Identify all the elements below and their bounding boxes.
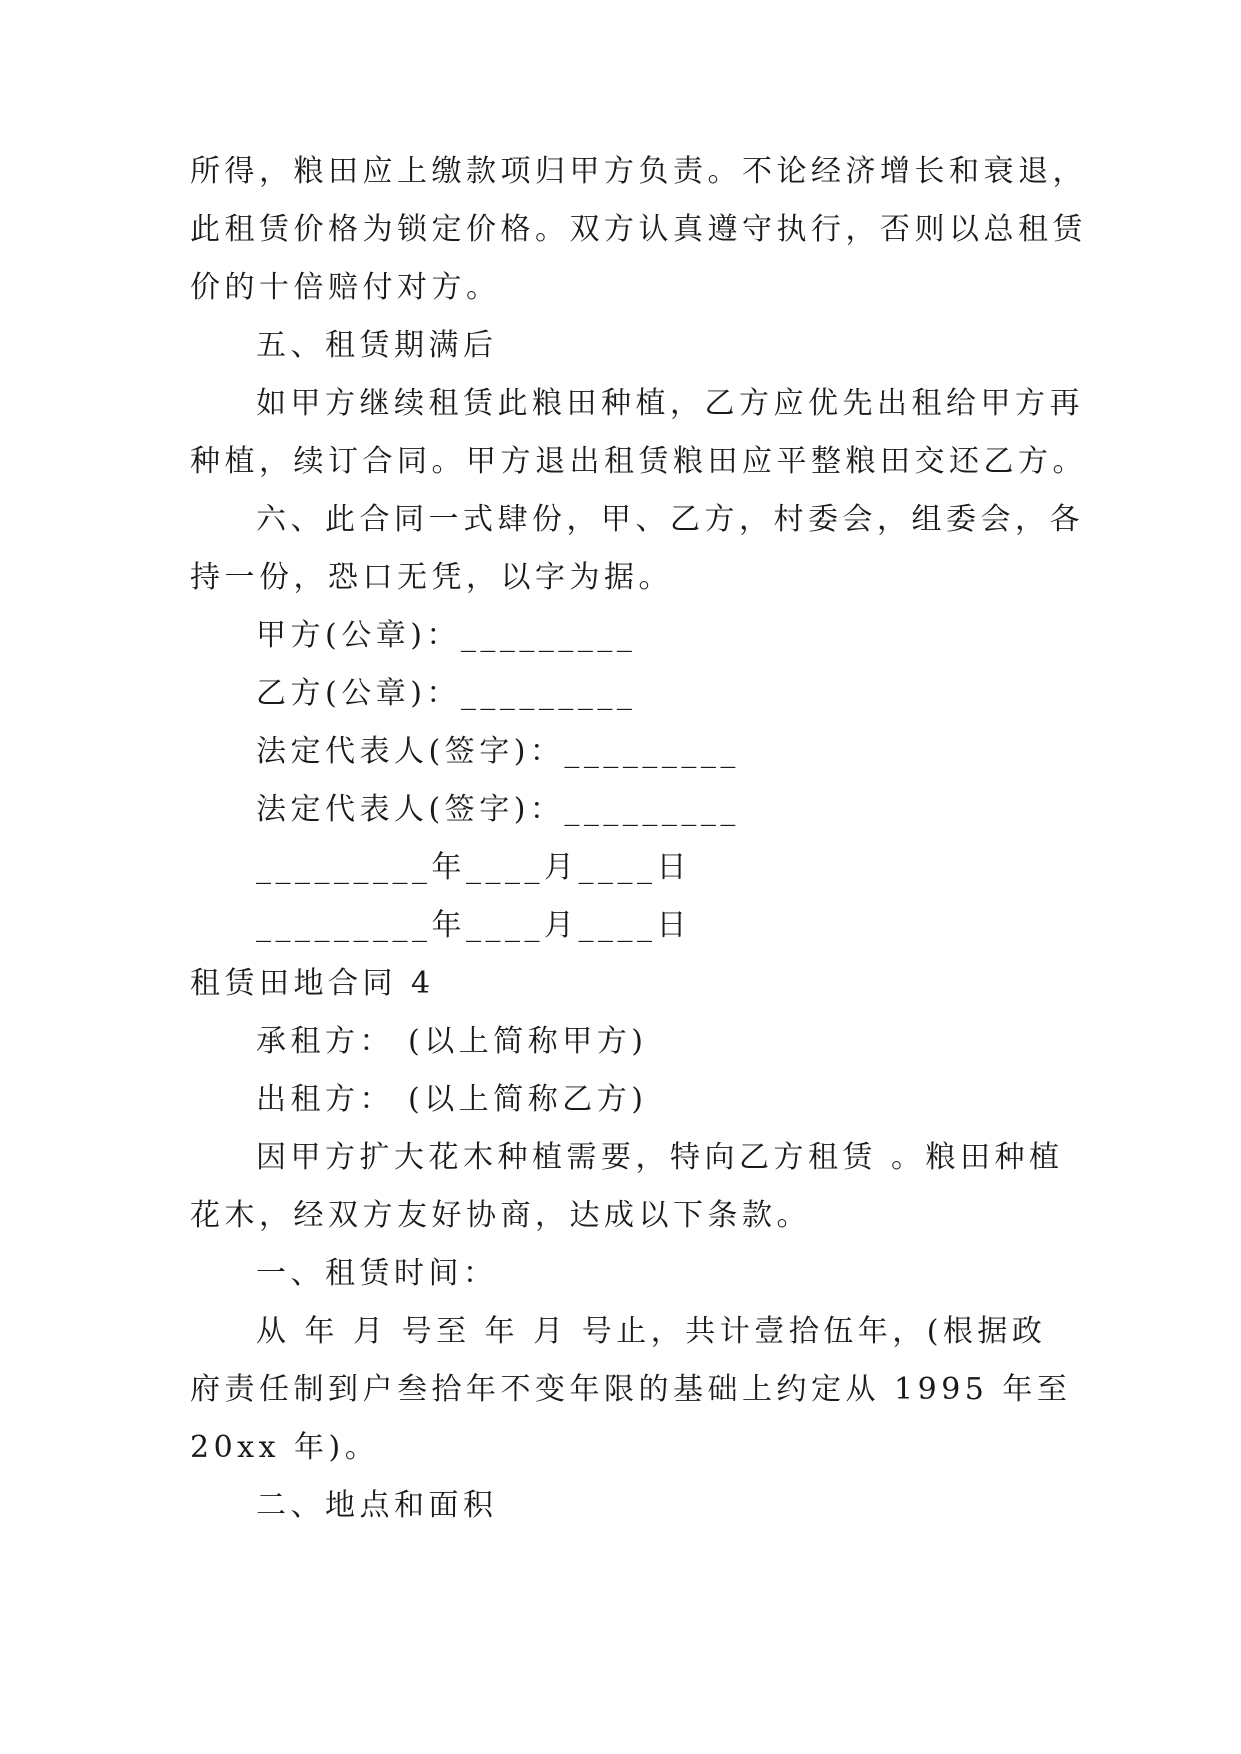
signature-field: 法定代表人(签字)：_________: [256, 792, 740, 827]
paragraph-line: 持一份，恐口无凭，以字为据。: [190, 560, 673, 595]
paragraph-line: 20xx 年)。: [190, 1430, 380, 1465]
signature-field: 法定代表人(签字)：_________: [256, 734, 740, 769]
paragraph-line: 从 年 月 号至 年 月 号止，共计壹拾伍年，(根据政: [256, 1314, 1047, 1349]
paragraph-line: 府责任制到户叁拾年不变年限的基础上约定从 1995 年至: [190, 1372, 1072, 1407]
signature-field: 乙方(公章)：_________: [256, 676, 637, 711]
paragraph-line: 种植，续订合同。甲方退出租赁粮田应平整粮田交还乙方。: [190, 444, 1087, 479]
paragraph-line: 花木，经双方友好协商，达成以下条款。: [190, 1198, 811, 1233]
paragraph-line: 所得，粮田应上缴款项归甲方负责。不论经济增长和衰退，: [190, 154, 1087, 189]
paragraph-line: 如甲方继续租赁此粮田种植，乙方应优先出租给甲方再: [256, 386, 1084, 421]
paragraph-line: 因甲方扩大花木种植需要，特向乙方租赁 。粮田种植: [256, 1140, 1064, 1175]
paragraph-line: 六、此合同一式肆份，甲、乙方，村委会，组委会，各: [256, 502, 1084, 537]
party-line: 出租方： (以上简称乙方): [256, 1082, 648, 1117]
section-heading: 一、租赁时间：: [256, 1256, 498, 1291]
signature-field: 甲方(公章)：_________: [256, 618, 637, 653]
section-heading: 二、地点和面积: [256, 1488, 498, 1523]
section-heading: 五、租赁期满后: [256, 328, 498, 363]
party-line: 承租方： (以上简称甲方): [256, 1024, 648, 1059]
date-field: _________年____月____日: [256, 850, 691, 885]
date-field: _________年____月____日: [256, 908, 691, 943]
paragraph-line: 价的十倍赔付对方。: [190, 270, 501, 305]
document-title: 租赁田地合同 4: [190, 966, 435, 1001]
paragraph-line: 此租赁价格为锁定价格。双方认真遵守执行，否则以总租赁: [190, 212, 1087, 247]
